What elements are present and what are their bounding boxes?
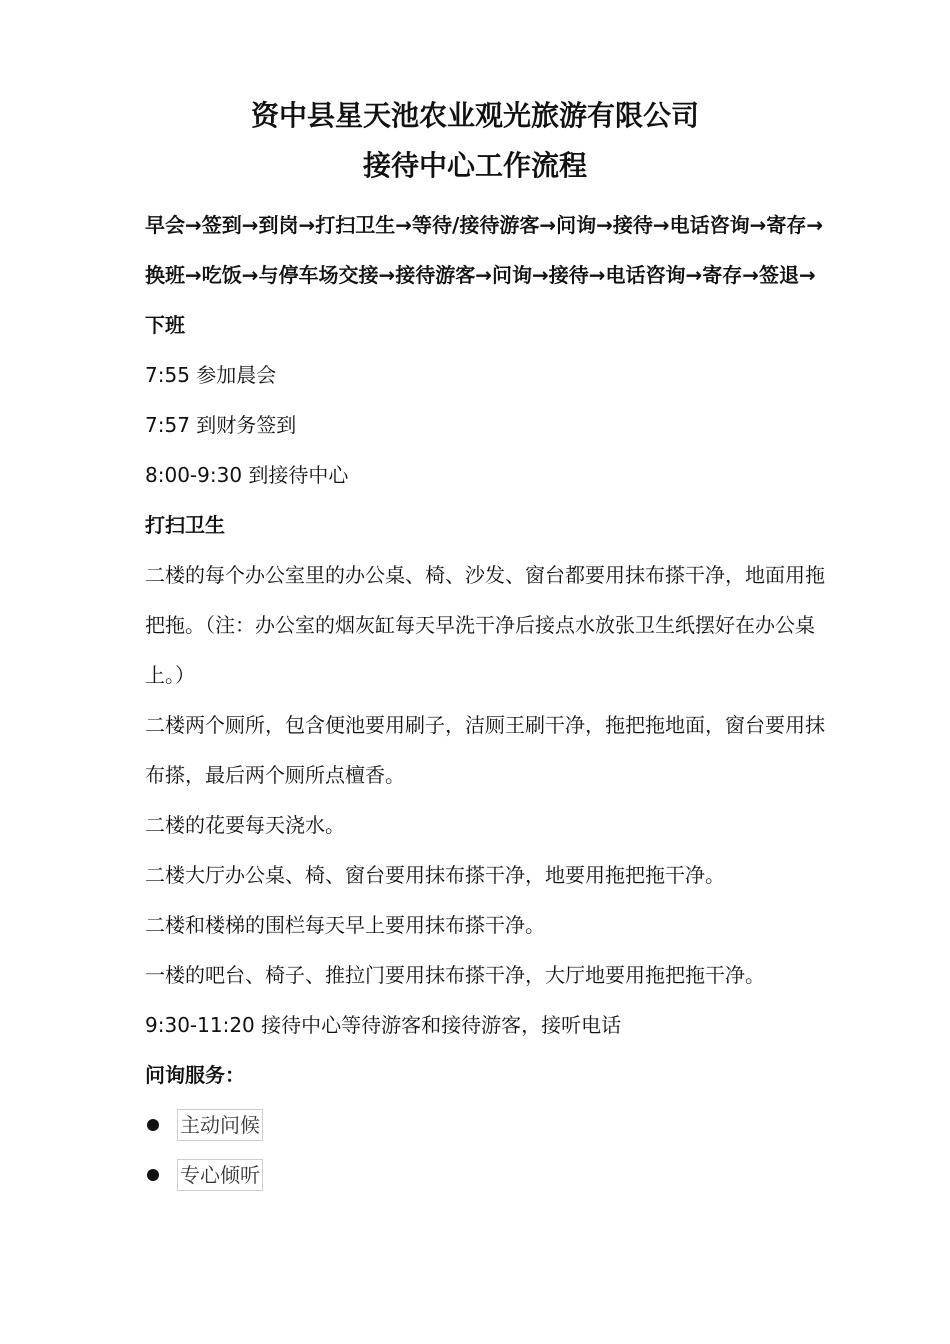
schedule-item-sign-in: 7:57 到财务签到 xyxy=(145,413,297,437)
inquiry-heading: 问询服务： xyxy=(145,1063,245,1087)
schedule-item-morning-meeting: 7:55 参加晨会 xyxy=(145,363,277,387)
inquiry-item-greeting: 主动问候 xyxy=(177,1109,263,1141)
cleaning-item-hall: 二楼大厅办公桌、椅、窗台要用抹布搽干净，地要用拖把拖干净。 xyxy=(145,863,725,887)
list-item xyxy=(145,1100,825,1150)
cleaning-item-offices: 二楼的每个办公室里的办公桌、椅、沙发、窗台都要用抹布搽干净，地面用拖把拖。（注：办公室的烟灰缸每天早洗干净后接点水放张卫生纸摆好在办公桌上。） xyxy=(145,563,825,687)
inquiry-list xyxy=(145,1100,825,1200)
bullet-icon xyxy=(147,1169,159,1181)
inquiry-item-listening: 专心倾听 xyxy=(177,1159,263,1191)
cleaning-item-first-floor: 一楼的吧台、椅子、推拉门要用抹布搽干净，大厅地要用拖把拖干净。 xyxy=(145,963,765,987)
workflow-sequence: 早会→签到→到岗→打扫卫生→等待/接待游客→问询→接待→电话咨询→寄存→换班→吃饭→与停车场交接→接待游客→问询→接待→电话咨询→寄存→签退→下班 xyxy=(145,213,824,337)
schedule-item-reception-arrival: 8:00-9:30 到接待中心 xyxy=(145,463,349,487)
bullet-icon xyxy=(147,1119,159,1131)
cleaning-item-railings: 二楼和楼梯的围栏每天早上要用抹布搽干净。 xyxy=(145,913,545,937)
cleaning-item-restrooms: 二楼两个厕所，包含便池要用刷子，洁厕王刷干净，拖把拖地面，窗台要用抹布搽，最后两个厕所点檀香。 xyxy=(145,713,825,787)
reception-time: 9:30-11:20 接待中心等待游客和接待游客，接听电话 xyxy=(145,1013,622,1037)
document-title: 接待中心工作流程 xyxy=(362,149,587,182)
company-title: 资中县星天池农业观光旅游有限公司 xyxy=(250,99,699,132)
document-body xyxy=(145,200,825,1200)
cleaning-item-flowers: 二楼的花要每天浇水。 xyxy=(145,813,345,837)
cleaning-heading: 打扫卫生 xyxy=(145,513,225,537)
list-item xyxy=(145,1150,825,1200)
